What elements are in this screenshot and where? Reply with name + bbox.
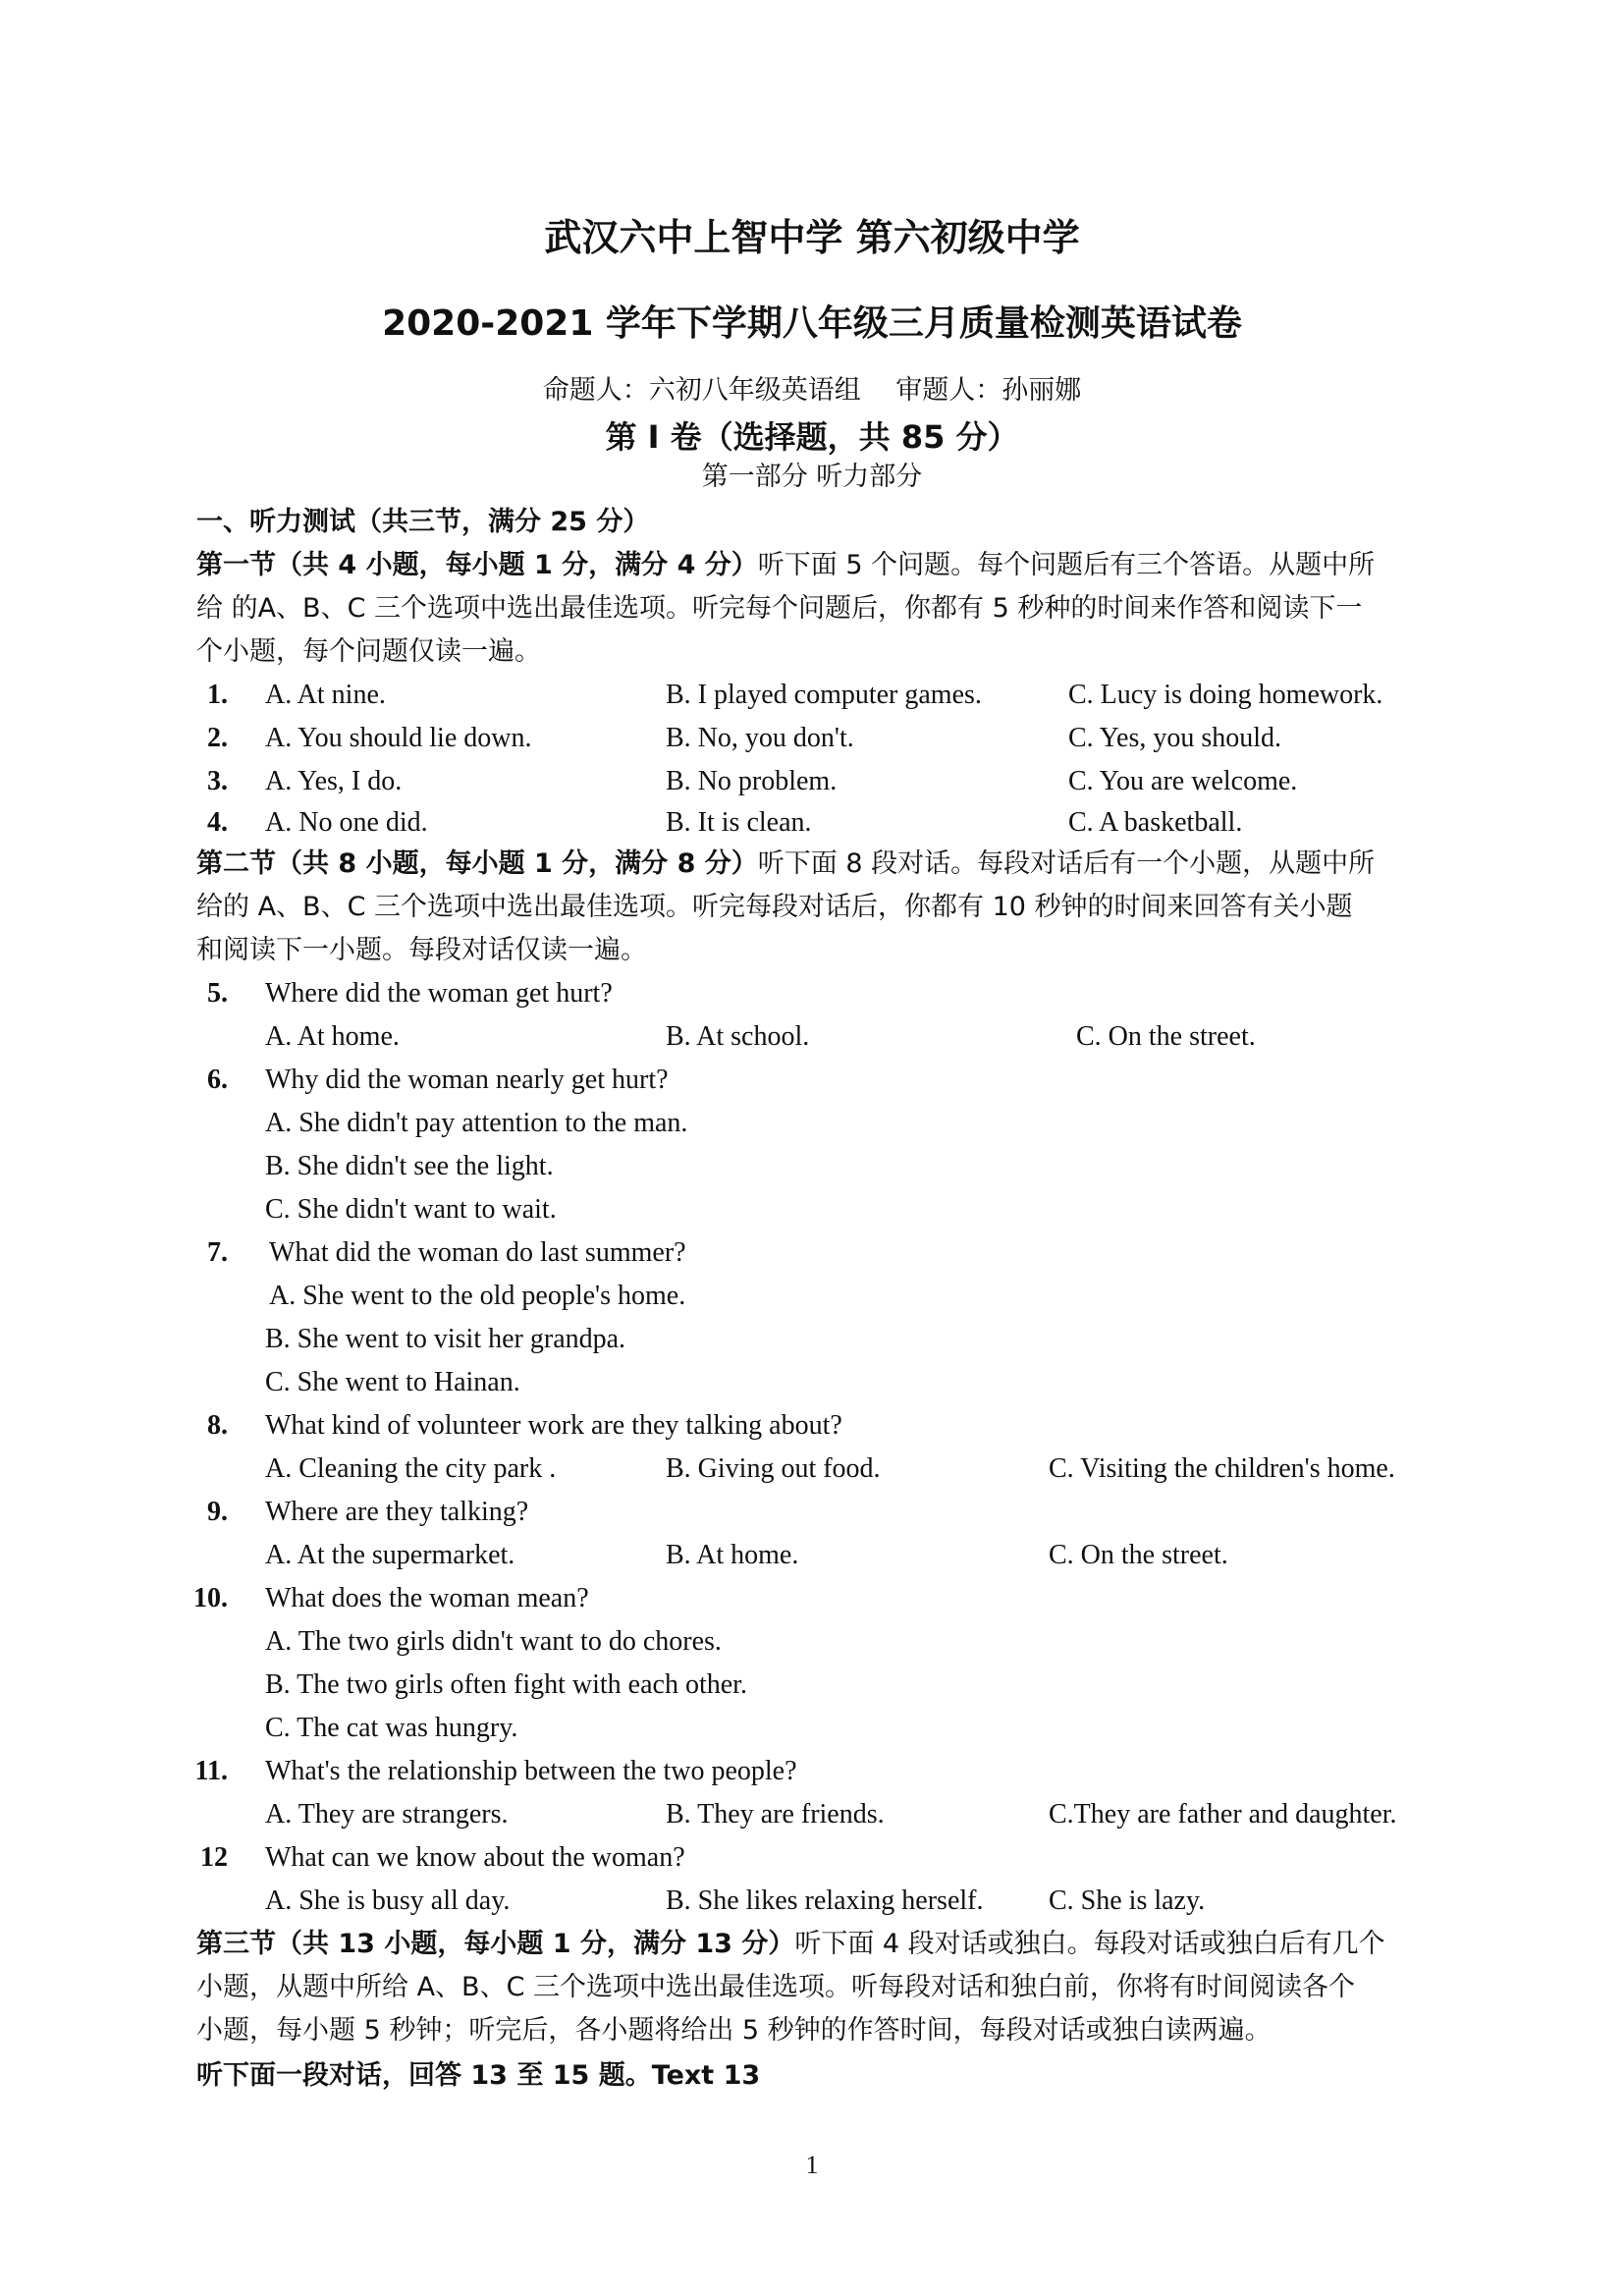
q12-option-a: A. She is busy all day. [265, 1885, 511, 1916]
section3-line3: 小题，每小题 5 秒钟；听完后，各小题将给出 5 秒钟的作答时间，每段对话或独白读两遍。 [196, 2015, 1272, 2046]
question-number: 10. [193, 1583, 228, 1613]
q1-option-a: A. At nine. [265, 680, 386, 710]
authors-line: 命题人：六初八年级英语组 审题人：孙丽娜 [542, 375, 1082, 406]
q7-option-a: A. She went to the old people's home. [269, 1281, 686, 1311]
q9-option-c: C. On the street. [1049, 1540, 1228, 1570]
section3-instruction: 听下面 4 段对话或独白。每段对话或独白后有几个 [794, 1929, 1385, 1959]
q8-option-b: B. Giving out food. [666, 1453, 881, 1484]
text13-intro: 听下面一段对话，回答 13 至 15 题。Text 13 [196, 2060, 761, 2091]
question-number: 11. [194, 1756, 228, 1786]
q1-option-c: C. Lucy is doing homework. [1068, 680, 1383, 710]
question-number: 6. [207, 1065, 228, 1095]
question-number: 4. [207, 807, 228, 838]
section1-instruction: 听下面 5 个问题。每个问题后有三个答语。从题中所 [757, 550, 1376, 580]
question-number: 1. [207, 680, 228, 710]
section2-line3: 和阅读下一小题。每段对话仅读一遍。 [196, 935, 647, 965]
q5-option-b: B. At school. [666, 1021, 810, 1052]
section2-instruction: 听下面 8 段对话。每段对话后有一个小题，从题中所 [757, 848, 1376, 879]
question-number: 8. [207, 1410, 228, 1441]
q11-option-a: A. They are strangers. [265, 1799, 509, 1830]
section2-heading: 第二节（共 8 小题，每小题 1 分，满分 8 分） [196, 848, 758, 879]
q12-question: What can we know about the woman? [265, 1842, 685, 1873]
q1-option-b: B. I played computer games. [666, 680, 982, 710]
volume-title: 第 I 卷（选择题，共 85 分） [605, 418, 1019, 456]
q7-option-c: C. She went to Hainan. [265, 1367, 520, 1397]
exam-title: 2020-2021 学年下学期八年级三月质量检测英语试卷 [382, 303, 1242, 344]
school-title: 武汉六中上智中学 第六初级中学 [544, 216, 1080, 259]
q6-option-a: A. She didn't pay attention to the man. [265, 1108, 688, 1138]
q5-option-c: C. On the street. [1076, 1021, 1256, 1052]
section3-line2: 小题，从题中所给 A、B、C 三个选项中选出最佳选项。听每段对话和独白前，你将有时间阅读各个 [196, 1972, 1356, 2002]
q9-option-a: A. At the supermarket. [265, 1540, 515, 1570]
q5-option-a: A. At home. [265, 1021, 400, 1052]
section2-line1 [196, 843, 1443, 886]
q3-option-a: A. Yes, I do. [265, 766, 403, 796]
question-number: 7. [207, 1237, 228, 1268]
q6-option-c: C. She didn't want to wait. [265, 1194, 557, 1225]
q10-question: What does the woman mean? [265, 1583, 589, 1613]
q3-option-b: B. No problem. [666, 766, 838, 796]
q9-question: Where are they talking? [265, 1497, 529, 1527]
q6-option-b: B. She didn't see the light. [265, 1151, 554, 1181]
q7-question: What did the woman do last summer? [269, 1237, 686, 1268]
q5-question: Where did the woman get hurt? [265, 978, 613, 1009]
section3-heading: 第三节（共 13 小题，每小题 1 分，满分 13 分） [196, 1929, 795, 1959]
q8-option-c: C. Visiting the children's home. [1049, 1453, 1395, 1484]
section-main-heading: 一、听力测试（共三节，满分 25 分） [196, 507, 650, 537]
q7-option-b: B. She went to visit her grandpa. [265, 1324, 626, 1354]
section2-line2: 给的 A、B、C 三个选项中选出最佳选项。听完每段对话后，你都有 10 秒钟的时间来回答有关小题 [196, 892, 1353, 922]
section1-line1 [196, 544, 1443, 587]
page-number: 1 [805, 2151, 819, 2179]
section3-line1 [196, 1923, 1443, 1966]
q2-option-a: A. You should lie down. [265, 723, 532, 753]
question-number: 12 [200, 1842, 228, 1873]
question-number: 2. [207, 723, 228, 753]
q10-option-a: A. The two girls didn't want to do chores. [265, 1626, 722, 1657]
q10-option-c: C. The cat was hungry. [265, 1713, 518, 1743]
question-number: 3. [207, 766, 228, 796]
q10-option-b: B. The two girls often fight with each other. [265, 1669, 747, 1700]
section1-line2: 给 的A、B、C 三个选项中选出最佳选项。听完每个问题后，你都有 5 秒种的时间来作答和阅读下一 [196, 593, 1363, 624]
q6-question: Why did the woman nearly get hurt? [265, 1065, 669, 1095]
q8-question: What kind of volunteer work are they talking about? [265, 1410, 842, 1441]
q3-option-c: C. You are welcome. [1068, 766, 1298, 796]
question-number: 9. [207, 1497, 228, 1527]
q9-option-b: B. At home. [666, 1540, 799, 1570]
q11-question: What's the relationship between the two people? [265, 1756, 797, 1786]
q2-option-b: B. No, you don't. [666, 723, 854, 753]
q2-option-c: C. Yes, you should. [1068, 723, 1282, 753]
q8-option-a: A. Cleaning the city park . [265, 1453, 557, 1484]
section1-line3: 个小题，每个问题仅读一遍。 [196, 636, 541, 667]
q12-option-c: C. She is lazy. [1049, 1885, 1206, 1916]
part-title: 第一部分 听力部分 [701, 462, 923, 492]
q4-option-a: A. No one did. [265, 807, 428, 838]
q4-option-b: B. It is clean. [666, 807, 812, 838]
question-number: 5. [207, 978, 228, 1009]
q4-option-c: C. A basketball. [1068, 807, 1243, 838]
q11-option-c: C.They are father and daughter. [1049, 1799, 1397, 1830]
q12-option-b: B. She likes relaxing herself. [666, 1885, 984, 1916]
q11-option-b: B. They are friends. [666, 1799, 885, 1830]
section1-heading: 第一节（共 4 小题，每小题 1 分，满分 4 分） [196, 550, 758, 580]
